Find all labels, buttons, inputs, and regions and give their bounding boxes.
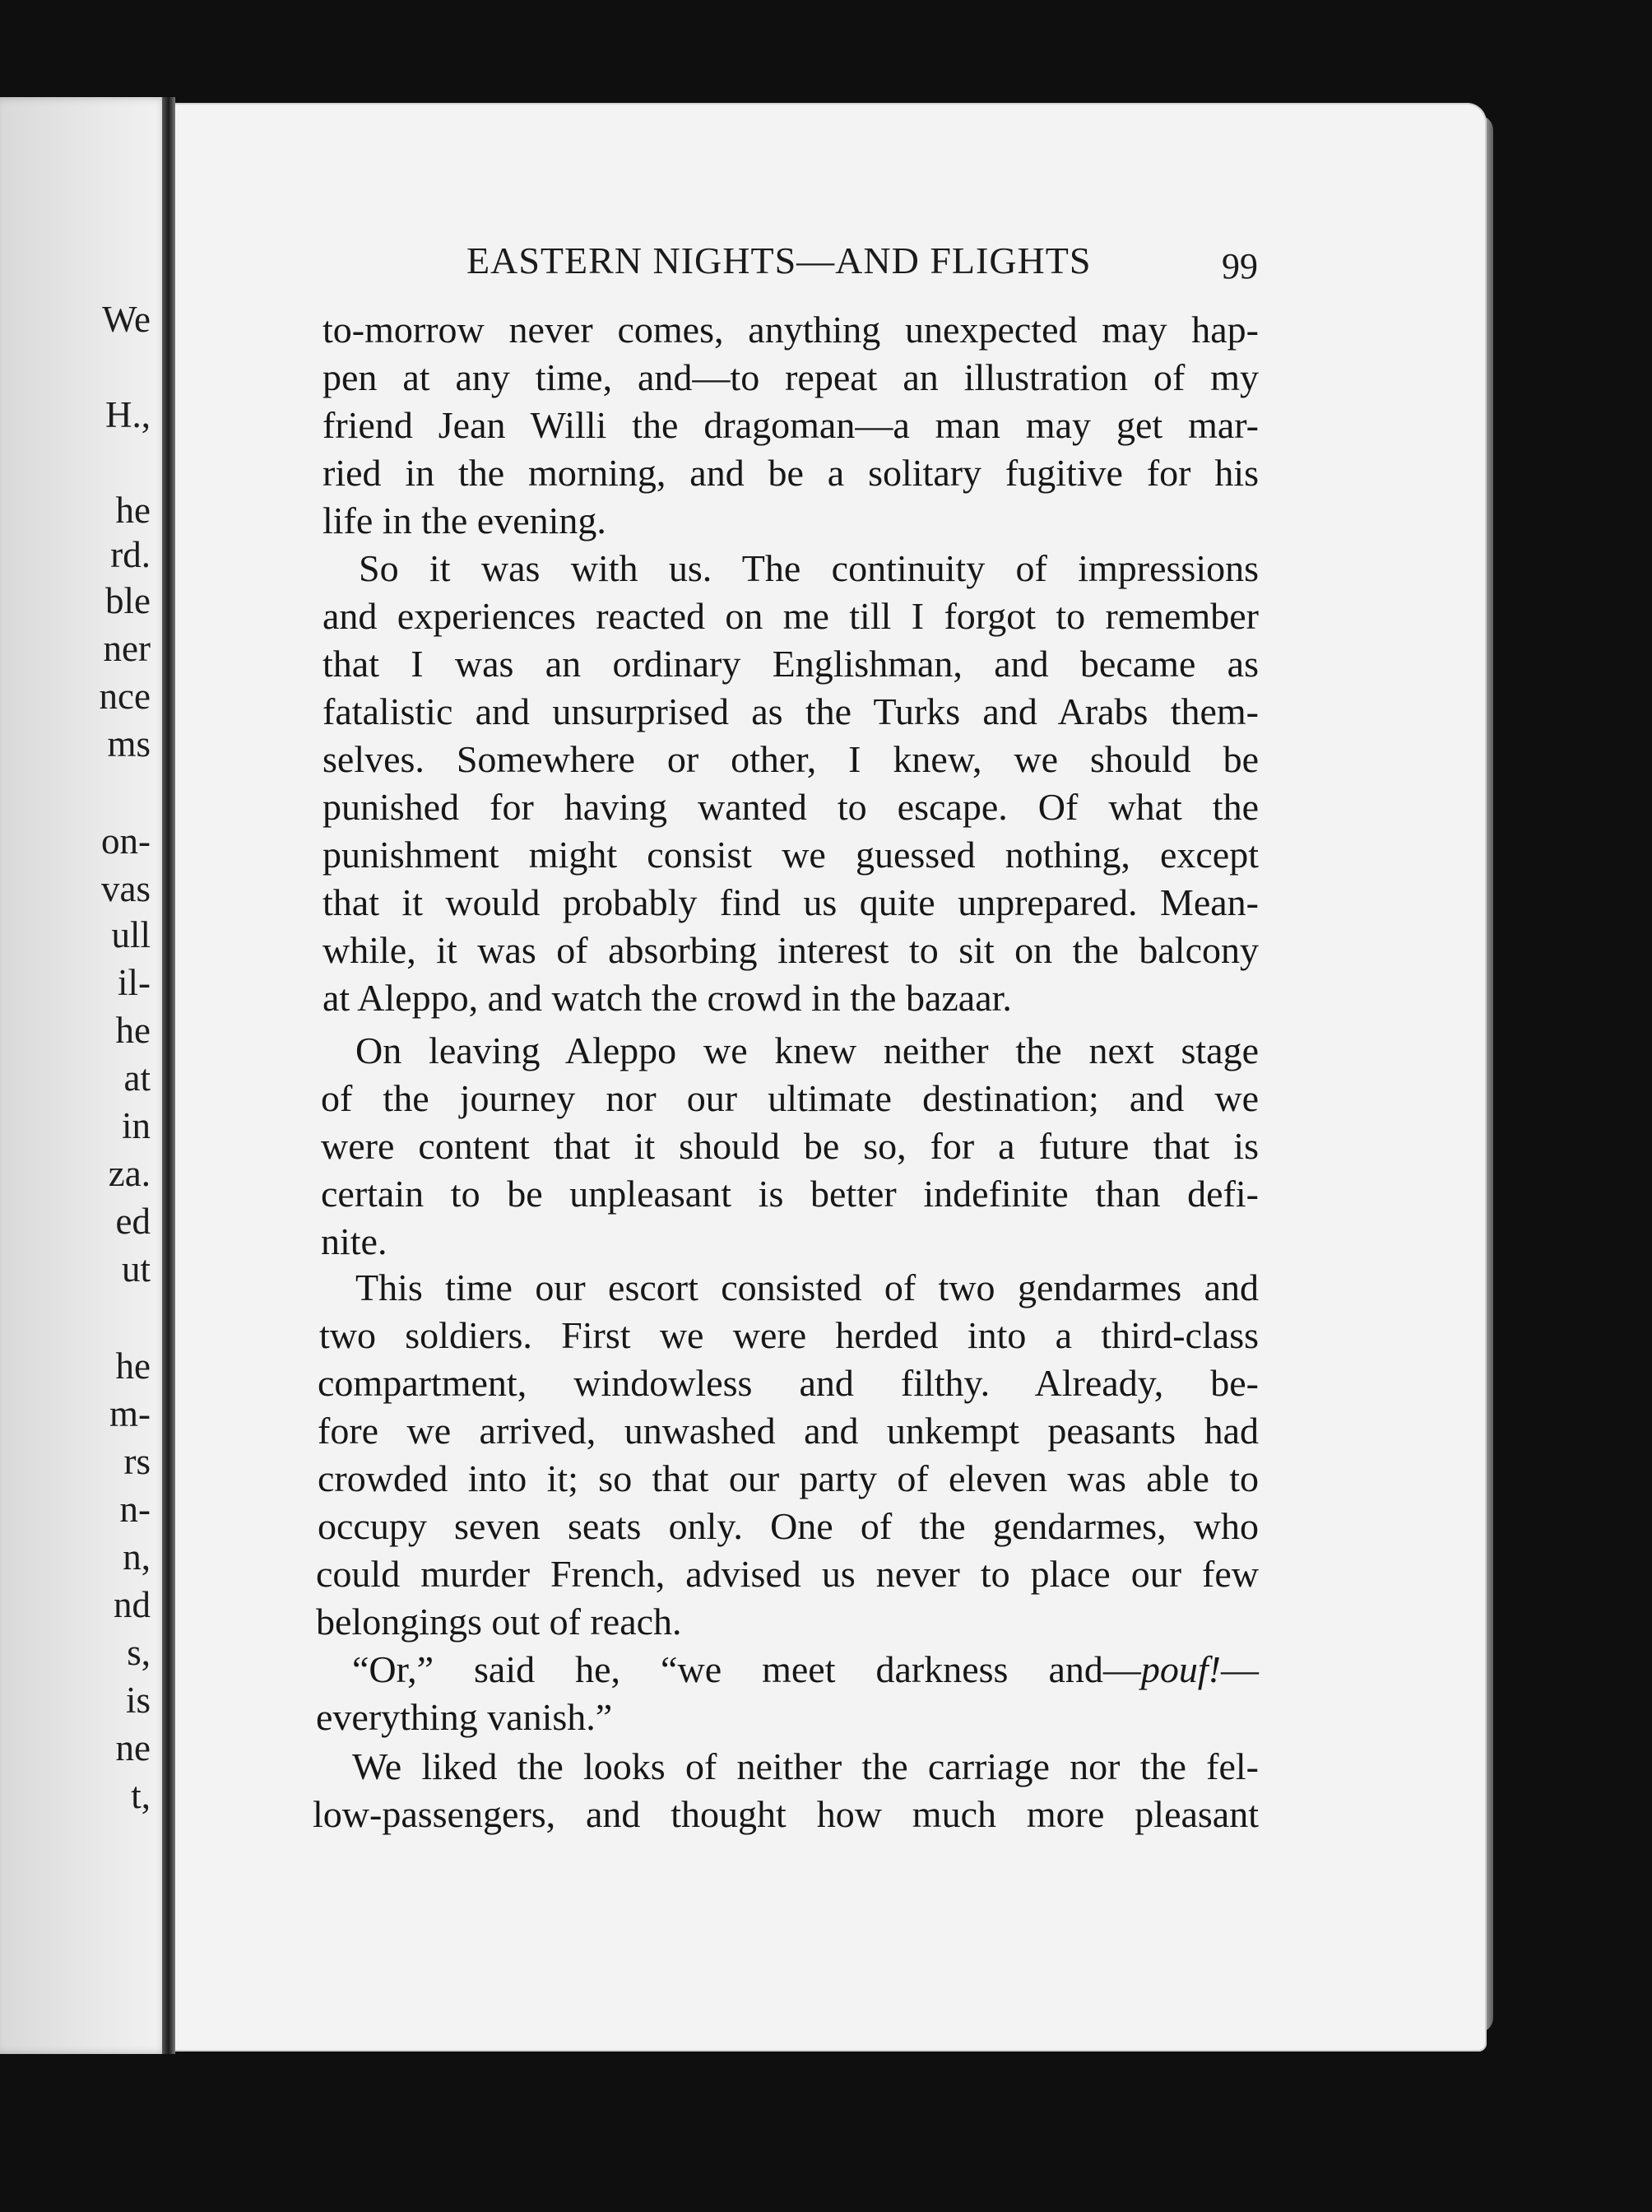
left-page-fragment: nce [99,676,151,717]
text-segment: “Or,” said he, “we meet darkness and— [352,1648,1141,1690]
left-page-fragment: ble [105,580,151,621]
text-line: On leaving Aleppo we knew neither the next stage [355,1029,1259,1071]
text-line: low-passengers, and thought how much more pleasant [313,1793,1259,1835]
text-line: were content that it should be so, for a future that is [321,1125,1259,1167]
left-page-fragment: za. [108,1153,151,1194]
left-page-fragment: ms [107,723,151,764]
left-page-fragment: he [115,1345,151,1387]
text-line: selves. Somewhere or other, I knew, we should be [323,738,1259,780]
left-page-fragment: nd [114,1584,151,1625]
text-line: belongings out of reach. [316,1601,682,1643]
running-head: EASTERN NIGHTS—AND FLIGHTS [466,239,1092,281]
left-page-fragment: n- [119,1489,151,1530]
left-page-fragment: he [115,490,151,531]
text-line: fatalistic and unsurprised as the Turks and Arabs them- [323,690,1259,732]
text-line: and experiences reacted on me till I forgot to remember [323,595,1259,637]
text-line: punished for having wanted to escape. Of what the [323,786,1259,828]
left-page-fragment: We [102,299,151,340]
text-segment: — [1221,1648,1259,1690]
left-page-fragment: t, [131,1775,151,1816]
text-line: occupy seven seats only. One of the gendarmes, who [318,1505,1259,1547]
text-line: crowded into it; so that our party of eleven was able to [318,1457,1259,1499]
left-page-fragment: he [115,1010,151,1051]
text-line: ried in the morning, and be a solitary fugitive for his [323,452,1259,494]
text-line: everything vanish.” [316,1696,613,1738]
text-line: So it was with us. The continuity of impressions [359,547,1259,589]
text-line: while, it was of absorbing interest to sit on the balcony [323,929,1259,971]
left-page-fragment: ull [111,914,151,955]
text-line: that it would probably find us quite unprepared. Mean- [323,881,1259,923]
text-line: friend Jean Willi the dragoman—a man may get mar- [323,404,1259,446]
text-line: to-morrow never comes, anything unexpected may hap- [323,309,1259,351]
left-page-fragment: at [123,1057,151,1099]
left-page-fragment: is [125,1680,151,1721]
left-facing-page [0,97,169,2054]
left-page-fragment: H., [105,394,151,435]
left-page-fragment: ut [121,1248,151,1290]
text-line: certain to be unpleasant is better indefinite than defi- [321,1173,1259,1215]
italic-word: pouf! [1140,1648,1221,1690]
left-page-fragment: rs [123,1441,151,1482]
left-page-fragment: il- [118,962,151,1003]
page-number: 99 [1222,246,1258,286]
text-line: of the journey nor our ultimate destination; and we [321,1077,1259,1119]
text-line: at Aleppo, and watch the crowd in the bazaar. [323,977,1012,1019]
left-page-fragment: ed [115,1201,151,1242]
text-line: life in the evening. [323,500,606,541]
text-line: could murder French, advised us never to place our few [316,1553,1259,1595]
left-page-fragment: ne [115,1727,151,1768]
left-page-fragment: m- [109,1393,151,1434]
left-page-fragment: n, [123,1536,151,1578]
text-line: compartment, windowless and filthy. Already, be- [318,1362,1259,1404]
text-line: two soldiers. First we were herded into a third-class [319,1314,1259,1356]
left-page-fragment: rd. [110,534,151,575]
left-page-fragment: in [121,1105,151,1146]
text-line: punishment might consist we guessed nothing, except [323,834,1259,876]
left-page-fragment: vas [101,868,151,909]
text-line: This time our escort consisted of two gendarmes and [355,1266,1259,1308]
text-line: We liked the looks of neither the carriage nor the fel- [352,1745,1259,1787]
left-page-fragment: s, [127,1632,151,1673]
book-gutter [162,97,175,2054]
text-line: nite. [321,1220,387,1262]
text-line: fore we arrived, unwashed and unkempt peasants had [318,1410,1259,1452]
left-page-fragment: ner [103,628,151,669]
text-line: pen at any time, and—to repeat an illustration of my [323,356,1259,398]
left-page-fragment: on- [101,820,151,862]
text-line: that I was an ordinary Englishman, and became as [323,643,1259,685]
text-line [352,1648,1259,1690]
